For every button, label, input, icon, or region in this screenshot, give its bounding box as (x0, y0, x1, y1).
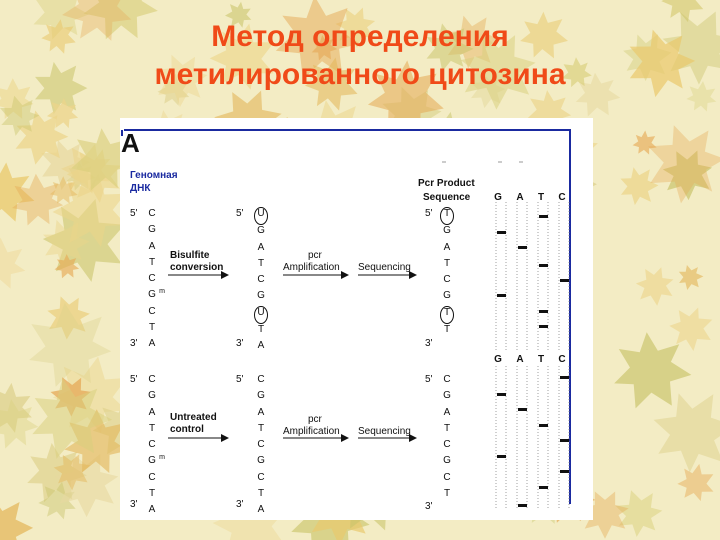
nucleotide: C (257, 274, 265, 286)
sequencing-band-t (539, 215, 548, 218)
five-prime-label: 5' (236, 374, 244, 385)
five-prime-label: 5' (236, 208, 244, 219)
sequencing-band-g (497, 231, 506, 234)
nucleotide: G (148, 455, 156, 467)
nucleotide: G (148, 224, 156, 236)
sequencing-band-t (539, 486, 548, 489)
sequencing-band-g (497, 393, 506, 396)
nucleotide: T (148, 322, 156, 334)
lane-header-t: T (537, 192, 545, 203)
nucleotide: G (148, 289, 156, 301)
nucleotide: G (443, 455, 451, 467)
genomic-dna-label-1: Геномная (130, 170, 178, 181)
nucleotide: T (443, 257, 451, 269)
pcr-product-label-2: Sequence (423, 192, 471, 203)
bisulfite-sequencing-figure (120, 118, 593, 520)
nucleotide: T (443, 488, 451, 500)
methyl-mark: m (159, 454, 165, 462)
amplified-sequence-bottom (254, 372, 268, 519)
sequencing-label-top: Sequencing (358, 262, 411, 273)
sequencing-band-t (539, 325, 548, 328)
nucleotide: C m (145, 271, 159, 287)
nucleotide (254, 306, 268, 322)
nucleotide: T (148, 422, 156, 434)
sequencing-band-a (518, 408, 527, 411)
lane-header-g: G (494, 192, 502, 203)
lane-header-a: A (516, 192, 524, 203)
nucleotide: A (257, 504, 265, 516)
nucleotide: T (443, 324, 451, 336)
nucleotide: G (443, 390, 451, 402)
nucleotide: T (148, 488, 156, 500)
untreated-control-label-2: control (170, 424, 204, 435)
amplification-label-bottom: Amplification (283, 426, 340, 437)
genomic-dna-label-2: ДНК (130, 183, 151, 194)
nucleotide (440, 207, 454, 223)
nucleotide: A (257, 340, 265, 352)
nucleotide: G (443, 290, 451, 302)
nucleotide (440, 306, 454, 322)
nucleotide: C m (145, 437, 159, 453)
five-prime-label: 5' (130, 374, 138, 385)
three-prime-label: 3' (130, 499, 138, 510)
nucleotide: T (148, 256, 156, 268)
sequencing-band-t (539, 264, 548, 267)
nucleotide: A (148, 240, 156, 252)
lane-header-g: G (494, 354, 502, 365)
figure-border (124, 130, 570, 504)
sequencing-band-g (497, 294, 506, 297)
five-prime-label: 5' (130, 208, 138, 219)
nucleotide: A (257, 241, 265, 253)
nucleotide: T (257, 257, 265, 269)
nucleotide: C (443, 374, 451, 385)
five-prime-label: 5' (425, 208, 433, 219)
slide-title-line-2: метилированного цитозина (154, 58, 566, 91)
untreated-control-label-1: Untreated (170, 412, 217, 423)
slide-title-line-1: Метод определения (211, 20, 509, 53)
sequencing-band-g (497, 455, 506, 458)
panel-letter: A (121, 128, 140, 158)
genomic-sequence-top (145, 206, 165, 353)
nucleotide: G (257, 290, 265, 302)
nucleotide: C (148, 305, 156, 317)
sequencing-band-c (560, 470, 569, 473)
nucleotide: G (257, 390, 265, 402)
nucleotide: A (148, 338, 156, 350)
sequencing-band-c (560, 279, 569, 282)
amplification-label-top: Amplification (283, 262, 340, 273)
nucleotide: G (257, 455, 265, 467)
nucleotide: C (257, 471, 265, 483)
nucleotide (254, 207, 268, 223)
bisulfite-conversion-label-2: conversion (170, 262, 224, 273)
circled-nucleotide: U (254, 207, 268, 225)
nucleotide: T (257, 324, 265, 336)
nucleotide: G (443, 225, 451, 237)
nucleotide: G (257, 225, 265, 237)
three-prime-label: 3' (236, 338, 244, 349)
nucleotide: G (148, 390, 156, 402)
sequencing-band-c (560, 439, 569, 442)
nucleotide: A (443, 241, 451, 253)
methyl-mark: m (159, 288, 165, 296)
nucleotide: C (148, 208, 156, 219)
sequencing-band-c (560, 376, 569, 379)
pcr-label-bottom: pcr (308, 414, 322, 425)
nucleotide: C (443, 439, 451, 451)
lane-header-c: C (558, 192, 566, 203)
sequencing-band-t (539, 310, 548, 313)
lane-header-t: T (537, 354, 545, 365)
pcr-product-label-1: Pcr Product (418, 178, 475, 189)
three-prime-label: 3' (130, 338, 138, 349)
three-prime-label: 3' (425, 501, 433, 512)
nucleotide: T (257, 422, 265, 434)
lane-header-a: A (516, 354, 524, 365)
sequencing-label-bottom: Sequencing (358, 426, 411, 437)
sequencing-band-t (539, 424, 548, 427)
sequencing-band-a (518, 246, 527, 249)
nucleotide: C (443, 471, 451, 483)
circled-nucleotide: U (254, 306, 268, 324)
slide-title (0, 18, 720, 94)
nucleotide: C (148, 374, 156, 385)
nucleotide: C (257, 374, 265, 385)
figure-graphics (120, 118, 593, 520)
nucleotide: T (257, 488, 265, 500)
circled-nucleotide: T (440, 306, 454, 324)
pcr-label-top: pcr (308, 250, 322, 261)
nucleotide: C (148, 471, 156, 483)
nucleotide: C (257, 439, 265, 451)
nucleotide: A (148, 406, 156, 418)
bisulfite-conversion-label-1: Bisulfite (170, 250, 210, 261)
sequencing-band-a (518, 504, 527, 507)
lane-header-c: C (558, 354, 566, 365)
nucleotide: A (443, 406, 451, 418)
circled-nucleotide: T (440, 207, 454, 225)
product-sequence-top (440, 206, 454, 338)
genomic-sequence-bottom (145, 372, 165, 519)
five-prime-label: 5' (425, 374, 433, 385)
bisulfite-sequence-top (254, 206, 268, 355)
nucleotide: T (443, 422, 451, 434)
product-sequence-bottom (440, 372, 454, 502)
nucleotide: A (257, 406, 265, 418)
nucleotide: A (148, 504, 156, 516)
three-prime-label: 3' (236, 499, 244, 510)
three-prime-label: 3' (425, 338, 433, 349)
nucleotide: C (443, 274, 451, 286)
